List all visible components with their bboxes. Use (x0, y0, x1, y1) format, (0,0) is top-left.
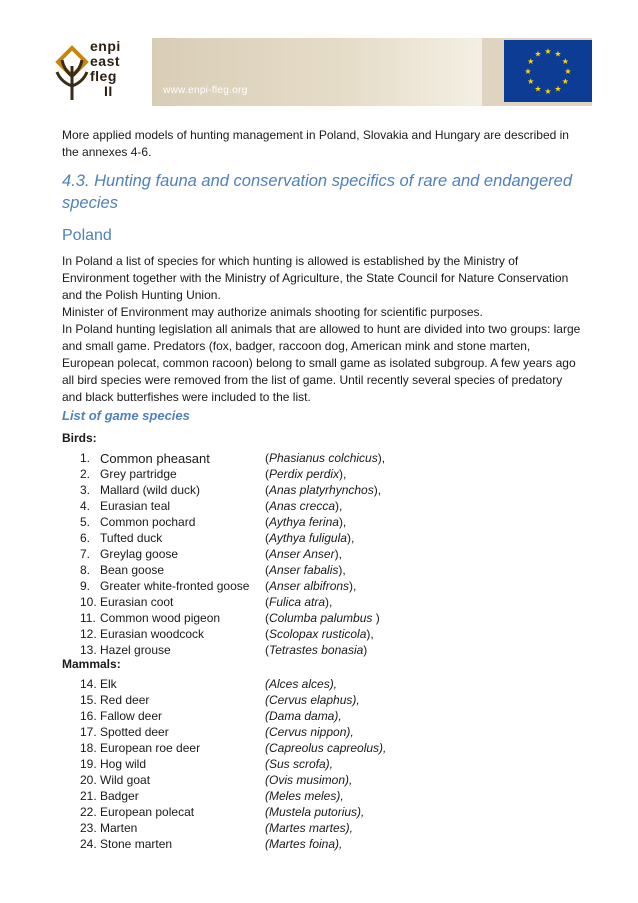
list-item: 7. Greylag goose (Anser Anser), (80, 547, 342, 561)
list-heading: List of game species (62, 408, 190, 423)
item-common-name: Eurasian teal (100, 499, 171, 513)
page-header (52, 38, 592, 106)
list-item (80, 693, 580, 709)
item-common-name: Fallow deer (100, 709, 163, 723)
birds-label: Birds: (62, 431, 97, 445)
tree-logo-icon (52, 42, 92, 102)
item-number: 16. (80, 709, 97, 723)
item-punct: ), (325, 595, 333, 609)
item-common-name: Mallard (wild duck) (100, 483, 201, 497)
item-number: 22. (80, 805, 97, 819)
intro-paragraph: More applied models of hunting management in Poland, Slovakia and Hungary are described in the annexes 4-6. (62, 128, 569, 159)
item-scientific-name: (Meles meles), (265, 789, 344, 803)
list-item: 8. Bean goose (Anser fabalis), (80, 563, 346, 577)
item-punct: ), (373, 483, 382, 497)
item-common-name: Greater white-fronted goose (100, 579, 250, 593)
list-item (80, 837, 580, 853)
item-punct: ), (346, 531, 355, 545)
list-item (80, 741, 580, 757)
list-item (80, 757, 580, 773)
item-punct: ), (335, 499, 343, 513)
item-scientific-name: Fulica atra (269, 595, 326, 609)
item-common-name: Common pheasant (100, 451, 210, 466)
item-punct: ), (366, 627, 374, 641)
item-scientific-name: (Martes martes), (265, 821, 354, 835)
eu-star-icon: ★ (534, 84, 542, 94)
item-scientific-name: Anser albifrons (269, 579, 350, 593)
list-item (80, 789, 580, 805)
enpi-logo (52, 38, 152, 106)
eu-star-icon: ★ (554, 84, 562, 94)
logo-word-3: fleg (90, 68, 117, 84)
item-number: 8. (80, 563, 91, 577)
item-punct: ), (349, 579, 357, 593)
eu-stars-icon (504, 40, 592, 102)
list-item: 4. Eurasian teal (Anas crecca), (80, 499, 343, 513)
list-item: 12. Eurasian woodcock (Scolopax rusticola), (80, 627, 374, 641)
item-common-name: Wild goat (100, 773, 151, 787)
list-item (80, 773, 580, 789)
item-number: 4. (80, 499, 91, 513)
paragraph-1: In Poland a list of species for which hunting is allowed is established by the Ministry of Environment together with the Ministry of Agriculture, the State Council for Nature Conservation and the Polish Hunting Union. (62, 254, 569, 302)
item-common-name: Common pochard (100, 515, 196, 529)
item-number: 7. (80, 547, 91, 561)
item-scientific-name: (Sus scrofa), (265, 757, 334, 771)
item-punct: ), (339, 467, 347, 481)
list-item: 13. Hazel grouse (Tetrastes bonasia) (80, 643, 368, 657)
eu-star-icon: ★ (527, 77, 535, 86)
item-common-name: Common wood pigeon (100, 611, 221, 625)
list-item: 1. Common pheasant (Phasianus colchicus), (80, 451, 386, 466)
item-common-name: Hog wild (100, 757, 147, 771)
item-common-name: Red deer (100, 693, 150, 707)
paragraph-2: Minister of Environment may authorize animals shooting for scientific purposes. (62, 305, 483, 319)
item-common-name: Spotted deer (100, 725, 169, 739)
item-number: 13. (80, 643, 97, 657)
item-scientific-name: (Alces alces), (265, 677, 338, 691)
list-item: 3. Mallard (wild duck) (Anas platyrhynchos), (80, 483, 382, 497)
item-number: 21. (80, 789, 97, 803)
list-item (80, 725, 580, 741)
item-scientific-name: Anser Anser (269, 547, 335, 561)
list-item (80, 677, 580, 693)
item-scientific-name: Columba palumbus (269, 611, 376, 625)
item-scientific-name: Scolopax rusticola (269, 627, 367, 641)
item-common-name: Eurasian coot (100, 595, 174, 609)
list-item (80, 805, 580, 821)
item-number: 17. (80, 725, 97, 739)
item-number: 23. (80, 821, 97, 835)
item-number: 14. (80, 677, 97, 691)
item-scientific-name: (Dama dama), (265, 709, 342, 723)
eu-star-icon: ★ (564, 67, 572, 76)
item-number: 18. (80, 741, 97, 755)
item-common-name: Hazel grouse (100, 643, 171, 657)
list-item: 5. Common pochard (Aythya ferina), (80, 515, 347, 529)
item-number: 20. (80, 773, 97, 787)
item-scientific-name: (Mustela putorius), (265, 805, 365, 819)
item-scientific-name: Aythya ferina (269, 515, 339, 529)
item-number: 10. (80, 595, 97, 609)
list-item: 9. Greater white-fronted goose (Anser albifrons), (80, 579, 357, 593)
eu-star-icon: ★ (554, 49, 562, 59)
eu-star-icon: ★ (524, 67, 532, 76)
list-item (80, 709, 580, 725)
section-heading: 4.3. Hunting fauna and conservation specifics of rare and endangered species (62, 172, 573, 212)
item-punct: ) (375, 611, 380, 625)
eu-star-icon: ★ (534, 49, 542, 59)
item-scientific-name: (Ovis musimon), (265, 773, 353, 787)
item-scientific-name: Perdix perdix (269, 467, 340, 481)
eu-star-icon: ★ (527, 57, 535, 66)
item-number: 12. (80, 627, 97, 641)
paragraph-3: In Poland hunting legislation all animals that are allowed to hunt are divided into two groups: large and small game. Predators (fox, badger, raccoon dog, American mink and stone marten, European polecat, common racoon) belong to small game as isolated subgroup. A few years ago all bird species were removed from the list of game. Until recently several species of predatory and black butterfishes were included to the list. (62, 322, 581, 404)
item-common-name: Bean goose (100, 563, 165, 577)
item-number: 2. (80, 467, 91, 481)
item-common-name: Eurasian woodcock (100, 627, 205, 641)
item-number: 15. (80, 693, 97, 707)
item-scientific-name: Anas platyrhynchos (269, 483, 374, 497)
list-item: 10. Eurasian coot (Fulica atra), (80, 595, 333, 609)
website-url[interactable]: www.enpi-fleg.org (163, 85, 248, 96)
item-punct: ) (363, 643, 368, 657)
item-scientific-name: Phasianus colchicus (269, 451, 378, 465)
logo-word-1: enpi (90, 38, 121, 54)
item-number: 5. (80, 515, 91, 529)
list-item: 6. Tufted duck (Aythya fuligula), (80, 531, 355, 545)
item-number: 1. (80, 451, 91, 465)
item-common-name: Stone marten (100, 837, 173, 851)
item-number: 19. (80, 757, 97, 771)
eu-flag (504, 40, 592, 102)
eu-star-icon: ★ (544, 47, 552, 56)
mammals-label: Mammals: (62, 657, 121, 671)
item-scientific-name: Anser fabalis (269, 563, 339, 577)
logo-word-2: east (90, 53, 121, 69)
item-punct: ), (338, 515, 347, 529)
item-common-name: Marten (100, 821, 138, 835)
item-number: 6. (80, 531, 91, 545)
item-number: 24. (80, 837, 97, 851)
eu-star-icon: ★ (561, 77, 569, 86)
country-heading: Poland (62, 227, 112, 244)
item-scientific-name: (Cervus elaphus), (265, 693, 360, 707)
header-banner (152, 38, 592, 106)
list-item (80, 821, 580, 837)
list-item: 2. Grey partridge (Perdix perdix), (80, 467, 347, 481)
item-punct: ), (377, 451, 386, 465)
item-common-name: Badger (100, 789, 139, 803)
item-common-name: Elk (100, 677, 117, 691)
item-number: 11. (80, 611, 96, 625)
item-scientific-name: Anas crecca (269, 499, 336, 513)
item-scientific-name: (Capreolus capreolus), (265, 741, 387, 755)
item-common-name: Tufted duck (100, 531, 163, 545)
item-number: 9. (80, 579, 91, 593)
item-common-name: Greylag goose (100, 547, 179, 561)
list-item: 11. Common wood pigeon (Columba palumbus ) (80, 611, 380, 625)
item-punct: ), (334, 547, 342, 561)
item-scientific-name: (Cervus nippon), (265, 725, 354, 739)
item-common-name: European roe deer (100, 741, 201, 755)
item-common-name: Grey partridge (100, 467, 177, 481)
eu-star-icon: ★ (544, 87, 552, 96)
item-scientific-name: Tetrastes bonasia (269, 643, 364, 657)
item-common-name: European polecat (100, 805, 195, 819)
item-scientific-name: (Martes foina), (265, 837, 343, 851)
item-number: 3. (80, 483, 91, 497)
item-punct: ), (338, 563, 346, 577)
logo-word-4: II (104, 83, 113, 99)
item-scientific-name: Aythya fuligula (269, 531, 347, 545)
eu-star-icon: ★ (561, 57, 569, 66)
